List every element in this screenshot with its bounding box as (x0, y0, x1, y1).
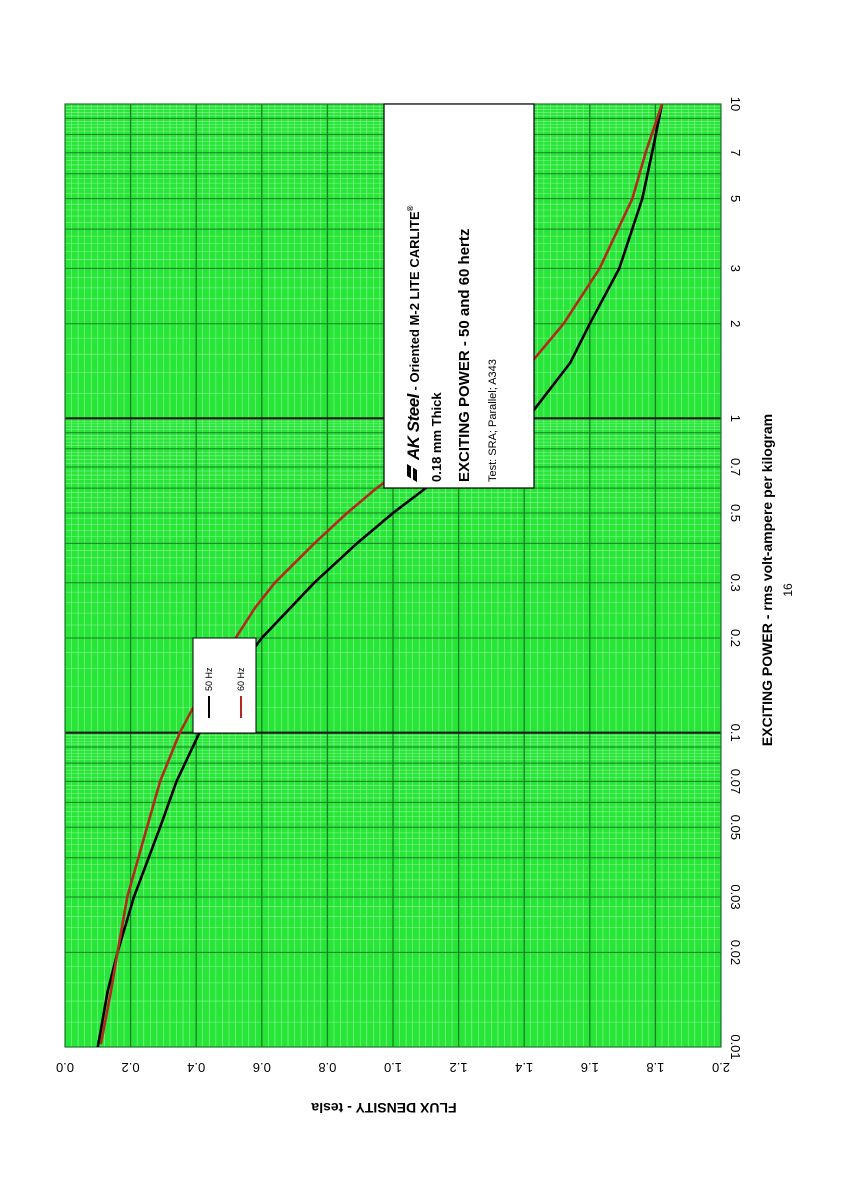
y-tick-label: 0.2 (121, 1060, 140, 1075)
y-tick-label: 0.6 (252, 1060, 271, 1075)
x-tick-label: 0.07 (728, 768, 743, 795)
trademark-mark: ® (406, 205, 415, 212)
x-tick-label: 3 (728, 264, 743, 273)
legend (193, 638, 256, 733)
test-conditions: Test: SRA; Parallel; A343 (487, 359, 499, 482)
x-tick-label: 0.01 (728, 1034, 743, 1060)
legend-frame (193, 638, 256, 733)
x-tick-label: 1 (728, 414, 743, 422)
info-box-title-line (404, 205, 423, 461)
legend-label-50hz: 50 Hz (204, 667, 214, 691)
y-tick-label: 1.2 (449, 1060, 468, 1075)
info-box-main-title: EXCITING POWER - 50 and 60 hertz (456, 228, 473, 482)
legend-label-60hz: 60 Hz (236, 667, 246, 691)
x-tick-label: 7 (728, 149, 743, 157)
x-tick-label: 0.03 (728, 884, 743, 910)
x-tick-label: 0.1 (728, 723, 743, 742)
x-tick-label: 0.5 (728, 503, 743, 523)
product-subtitle: - Oriented M-2 LITE CARLITE (407, 211, 422, 395)
y-axis-title: FLUX DENSITY - tesla (311, 1100, 457, 1116)
x-axis-tick-labels (728, 97, 743, 1060)
x-tick-label: 5 (728, 194, 743, 203)
y-tick-label: 1.6 (580, 1060, 599, 1075)
y-tick-label: 1.8 (646, 1060, 665, 1075)
x-tick-label: 10 (728, 96, 743, 112)
y-tick-label: 2.0 (711, 1060, 731, 1075)
x-tick-label: 0.7 (728, 457, 743, 477)
page-number: 16 (781, 583, 795, 597)
info-box (384, 104, 534, 488)
x-tick-label: 0.02 (728, 939, 743, 966)
x-tick-label: 0.2 (728, 628, 743, 648)
x-tick-label: 0.05 (728, 814, 743, 840)
thickness-label: 0.18 mm Thick (429, 392, 444, 482)
y-tick-label: 0.4 (187, 1060, 206, 1075)
y-tick-label: 1.4 (515, 1060, 534, 1075)
y-tick-label: 0.8 (318, 1060, 337, 1075)
x-tick-label: 0.3 (728, 573, 743, 592)
x-axis-title: EXCITING POWER - rms volt-ampere per kilogram (759, 413, 775, 747)
x-tick-label: 2 (728, 320, 743, 328)
y-tick-label: 0.0 (55, 1060, 75, 1075)
brand-name: AK Steel (404, 394, 423, 460)
y-tick-label: 1.0 (383, 1060, 403, 1075)
y-axis-tick-labels (56, 1060, 730, 1075)
